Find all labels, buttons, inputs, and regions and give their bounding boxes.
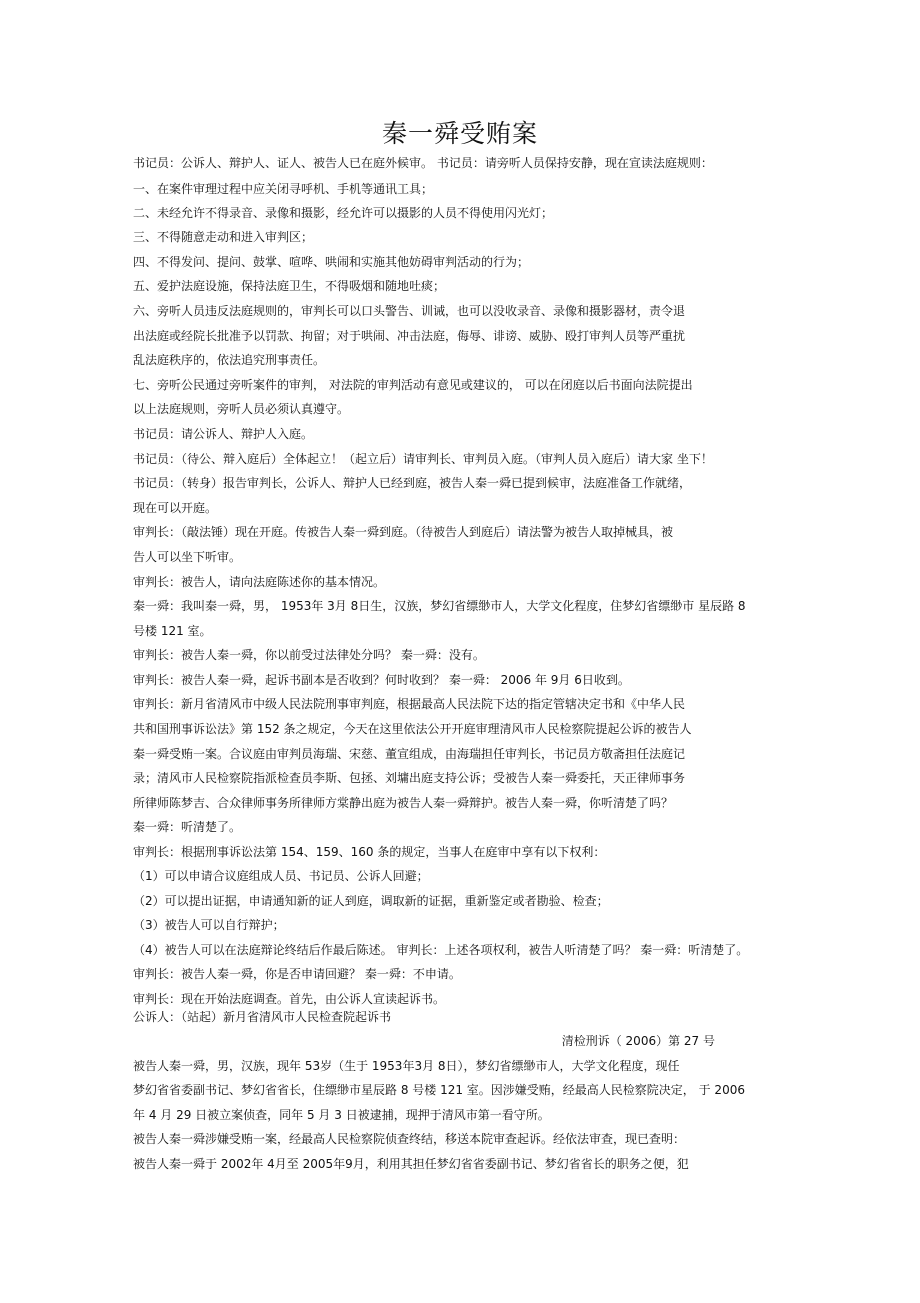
text-line: 五、爱护法庭设施，保持法庭卫生，不得吸烟和随地吐痰； xyxy=(133,279,446,293)
text-line: （4）被告人可以在法庭辩论终结后作最后陈述。 审判长：上述各项权利，被告人听清楚了吗？ 秦一舜：听清楚了。 xyxy=(133,943,749,957)
text-line: 审判长：被告人秦一舜，你以前受过法律处分吗？ 秦一舜：没有。 xyxy=(133,648,485,662)
text-line: 审判长：现在开始法庭调查。首先，由公诉人宣读起诉书。 xyxy=(133,992,446,1006)
text-line: 现在可以开庭。 xyxy=(133,501,218,515)
text-line: 告人可以坐下听审。 xyxy=(133,550,242,564)
text-line: 二、未经允许不得录音、录像和摄影，经允许可以摄影的人员不得使用闪光灯； xyxy=(133,206,554,220)
text-line: 以上法庭规则，旁听人员必须认真遵守。 xyxy=(133,402,350,416)
document-number: 清检刑诉（ 2006）第 27 号 xyxy=(561,1034,715,1048)
text-line: 审判长：被告人秦一舜，你是否申请回避？ 秦一舜：不申请。 xyxy=(133,967,461,981)
text-line: 号楼 121 室。 xyxy=(133,624,212,638)
text-line: 年 4 月 29 日被立案侦查，同年 5 月 3 日被逮捕，现押于清风市第一看守所。 xyxy=(133,1108,550,1122)
text-line: 四、不得发问、提问、鼓掌、喧哗、哄闹和实施其他妨碍审判活动的行为； xyxy=(133,255,530,269)
text-line: （1）可以申请合议庭组成人员、书记员、公诉人回避； xyxy=(133,869,429,883)
text-line: 六、旁听人员违反法庭规则的，审判长可以口头警告、训诫，也可以没收录音、录像和摄影器材，责令退 xyxy=(133,304,686,318)
text-line: （2）可以提出证据，申请通知新的证人到庭，调取新的证据，重新鉴定或者勘验、检查； xyxy=(133,894,609,908)
text-line: 被告人秦一舜，男，汉族，现年 53岁（生于 1953年3月 8日），梦幻省缥缈市人，大学文化程度，现任 xyxy=(133,1059,680,1073)
text-line: 被告人秦一舜于 2002年 4月至 2005年9月，利用其担任梦幻省省委副书记、梦幻省省长的职务之便，犯 xyxy=(133,1157,689,1171)
text-line: 一、在案件审理过程中应关闭寻呼机、手机等通讯工具； xyxy=(133,182,434,196)
text-line: 审判长：被告人秦一舜，起诉书副本是否收到？何时收到？ 秦一舜： 2006 年 9月 6日收到。 xyxy=(133,673,630,687)
text-line: 公诉人：（站起）新月省清风市人民检查院起诉书 xyxy=(133,1010,392,1024)
page-title: 秦一舜受贿案 xyxy=(381,119,538,148)
text-line: 秦一舜：我叫秦一舜，男， 1953年 3月 8日生，汉族，梦幻省缥缈市人，大学文化程度，住梦幻省缥缈市 星辰路 8 xyxy=(133,599,746,613)
text-line: 书记员：请公诉人、辩护人入庭。 xyxy=(133,427,314,441)
text-line: 被告人秦一舜涉嫌受贿一案，经最高人民检察院侦查终结，移送本院审查起诉。经依法审查，现已查明： xyxy=(133,1132,686,1146)
text-line: 七、旁听公民通过旁听案件的审判， 对法院的审判活动有意见或建议的， 可以在闭庭以后书面向法院提出 xyxy=(133,378,693,392)
text-line: 秦一舜：听清楚了。 xyxy=(133,820,242,834)
text-line: 秦一舜受贿一案。合议庭由审判员海瑞、宋慈、董宣组成，由海瑞担任审判长，书记员方敬斋担任法庭记 xyxy=(133,747,686,761)
text-line: 审判长：根据刑事诉讼法第 154、159、160 条的规定，当事人在庭审中享有以下权利： xyxy=(133,845,606,859)
text-line: 录；清风市人民检察院指派检查员李斯、包拯、刘墉出庭支持公诉；受被告人秦一舜委托，天正律师事务 xyxy=(133,771,686,785)
text-line: 书记员：公诉人、辩护人、证人、被告人已在庭外候审。 书记员：请旁听人员保持安静，现在宣读法庭规则： xyxy=(133,156,713,170)
text-line: 审判长：（敲法锤）现在开庭。传被告人秦一舜到庭。（待被告人到庭后）请法警为被告人取掉械具，被 xyxy=(133,525,674,539)
text-line: 书记员：（待公、辩入庭后）全体起立！（起立后）请审判长、审判员入庭。（审判人员入庭后）请大家 坐下！ xyxy=(133,452,713,466)
text-line: 所律师陈梦吉、合众律师事务所律师方棠静出庭为被告人秦一舜辩护。被告人秦一舜，你听清楚了吗？ xyxy=(133,796,674,810)
text-line: 梦幻省省委副书记、梦幻省省长，住缥缈市星辰路 8 号楼 121 室。因涉嫌受贿，经最高人民检察院决定， 于 2006 xyxy=(133,1083,745,1097)
text-line: 乱法庭秩序的，依法追究刑事责任。 xyxy=(133,353,326,367)
text-line: （3）被告人可以自行辩护； xyxy=(133,918,285,932)
text-line: 书记员：（转身）报告审判长，公诉人、辩护人已经到庭，被告人秦一舜已提到候审，法庭准备工作就绪， xyxy=(133,476,692,490)
text-line: 审判长：新月省清风市中级人民法院刑事审判庭，根据最高人民法院下达的指定管辖决定书和《中华人民 xyxy=(133,697,686,711)
text-line: 三、不得随意走动和进入审判区； xyxy=(133,230,314,244)
text-line: 共和国刑事诉讼法》第 152 条之规定，今天在这里依法公开开庭审理清风市人民检察院提起公诉的被告人 xyxy=(133,722,692,736)
text-line: 审判长：被告人，请向法庭陈述你的基本情况。 xyxy=(133,575,386,589)
text-line: 出法庭或经院长批准予以罚款、拘留；对于哄闹、冲击法庭，侮辱、诽谤、威胁、殴打审判人员等严重扰 xyxy=(133,329,686,343)
